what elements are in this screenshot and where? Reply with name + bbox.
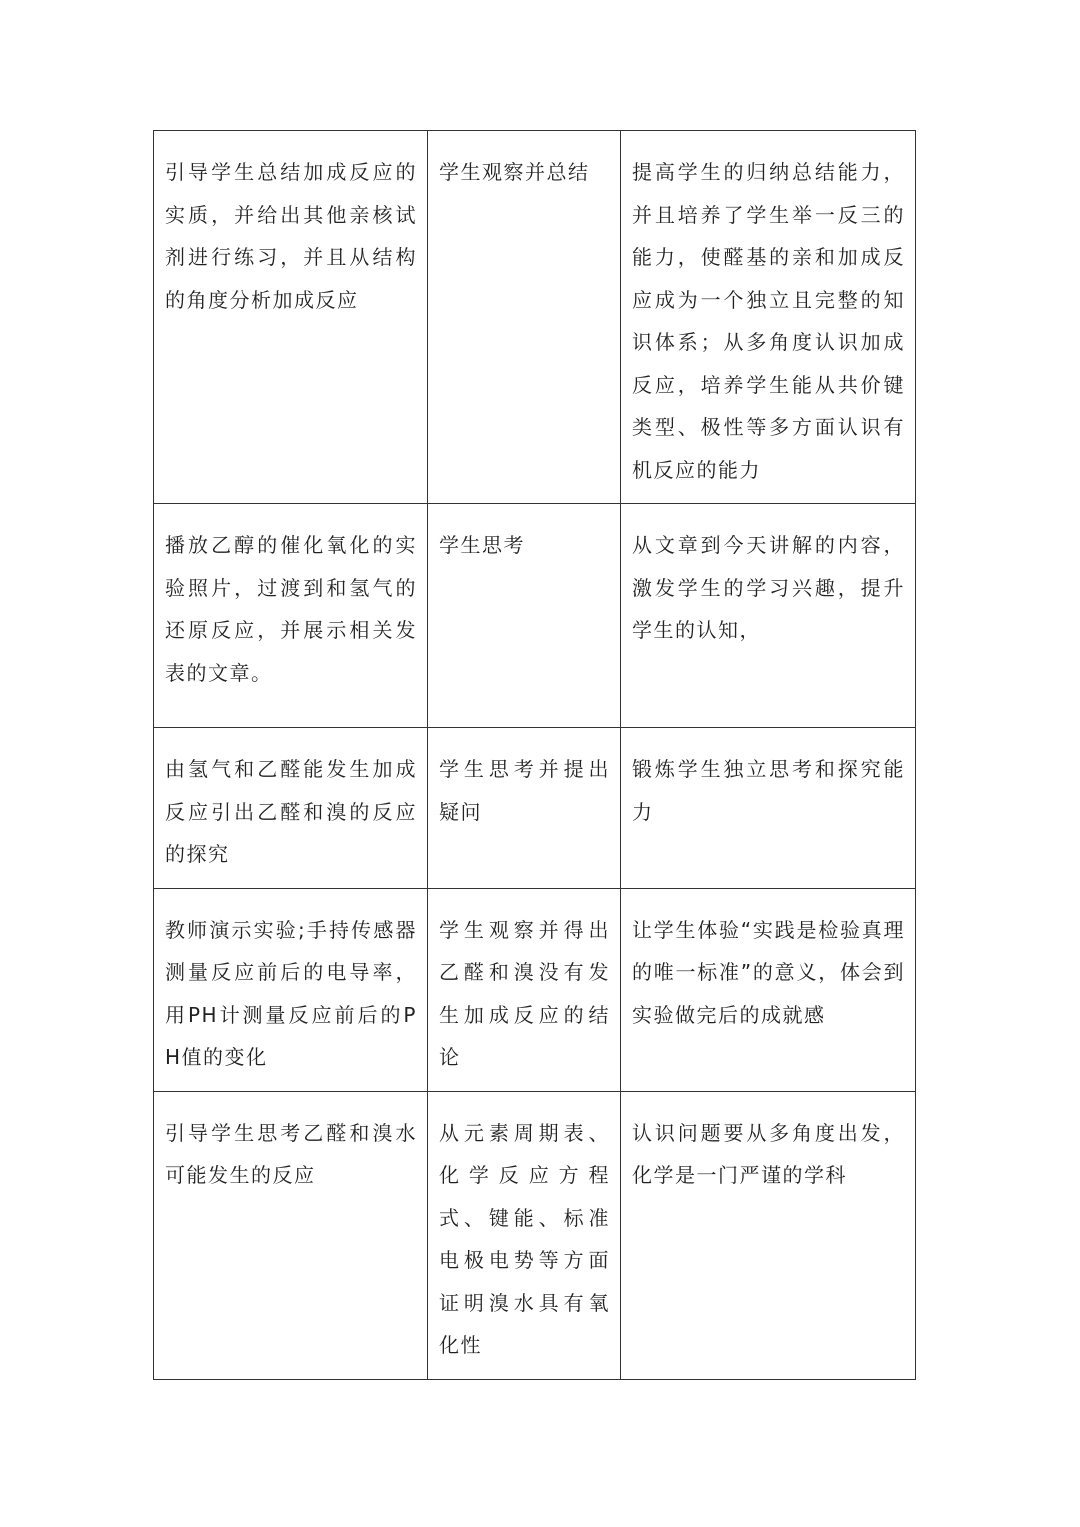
design-intent-cell: 让学生体验“实践是检验真理的唯一标准”的意义，体会到实验做完后的成就感 — [621, 888, 916, 1091]
teacher-activity-cell: 引导学生思考乙醛和溴水可能发生的反应 — [154, 1091, 428, 1379]
teacher-activity-cell: 播放乙醇的催化氧化的实验照片，过渡到和氢气的还原反应，并展示相关发表的文章。 — [154, 504, 428, 728]
lesson-plan-table — [153, 130, 916, 1380]
student-activity-cell: 学生思考 — [428, 504, 621, 728]
design-intent-cell: 提高学生的归纳总结能力，并且培养了学生举一反三的能力，使醛基的亲和加成反应成为一个独立且完整的知识体系；从多角度认识加成反应，培养学生能从共价键类型、极性等多方面认识有机反应的能力 — [621, 131, 916, 504]
table-row — [154, 888, 916, 1091]
table-row — [154, 728, 916, 889]
student-activity-cell: 学生观察并总结 — [428, 131, 621, 504]
student-activity-cell: 学生观察并得出乙醛和溴没有发生加成反应的结论 — [428, 888, 621, 1091]
teacher-activity-cell: 教师演示实验;手持传感器测量反应前后的电导率，用PH计测量反应前后的PH值的变化 — [154, 888, 428, 1091]
student-activity-cell: 从元素周期表、化学反应方程式、键能、标准电极电势等方面证明溴水具有氧化性 — [428, 1091, 621, 1379]
design-intent-cell: 锻炼学生独立思考和探究能力 — [621, 728, 916, 889]
student-activity-cell: 学生思考并提出疑问 — [428, 728, 621, 889]
teacher-activity-cell: 引导学生总结加成反应的实质，并给出其他亲核试剂进行练习，并且从结构的角度分析加成反应 — [154, 131, 428, 504]
table-row — [154, 504, 916, 728]
teacher-activity-cell: 由氢气和乙醛能发生加成反应引出乙醛和溴的反应的探究 — [154, 728, 428, 889]
table-row — [154, 131, 916, 504]
design-intent-cell: 从文章到今天讲解的内容，激发学生的学习兴趣，提升学生的认知， — [621, 504, 916, 728]
design-intent-cell: 认识问题要从多角度出发，化学是一门严谨的学科 — [621, 1091, 916, 1379]
table-row — [154, 1091, 916, 1379]
